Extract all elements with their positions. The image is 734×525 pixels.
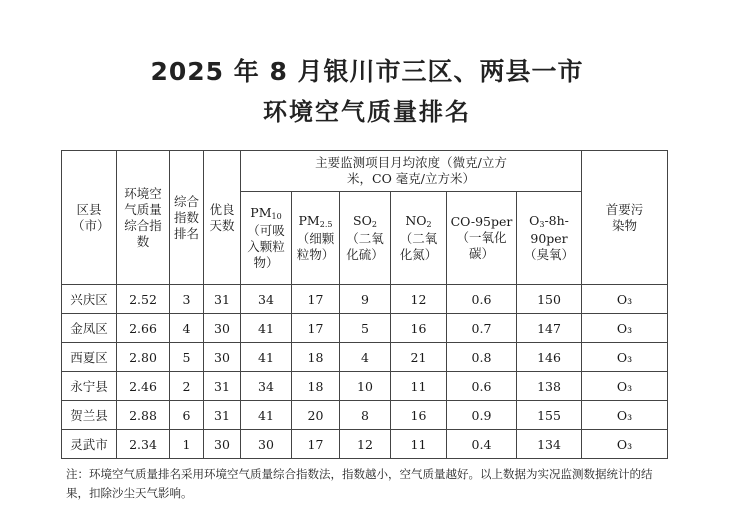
- cell-no2: 21: [391, 343, 447, 372]
- so2-subscript: 2: [371, 220, 377, 229]
- cell-district: 永宁县: [62, 372, 117, 401]
- table-row: [62, 372, 668, 401]
- header-district: 区县（市）: [62, 151, 117, 285]
- no2-desc: （二氧化氮）: [399, 231, 438, 262]
- header-monitoring-group: 主要监测项目月均浓度（微克/立方米，CO 毫克/立方米）: [241, 151, 582, 192]
- cell-so2: 4: [340, 343, 391, 372]
- header-index: 环境空气质量综合指数: [117, 151, 170, 285]
- cell-pm10: 34: [241, 285, 292, 314]
- cell-co: 0.4: [447, 430, 517, 459]
- air-quality-table: [61, 150, 668, 459]
- cell-pm10: 41: [241, 343, 292, 372]
- cell-good-days: 31: [204, 285, 241, 314]
- cell-rank: 4: [170, 314, 204, 343]
- cell-o3: 155: [517, 401, 582, 430]
- cell-primary: O₃: [582, 401, 668, 430]
- co-desc: （一氧化碳）: [456, 230, 507, 261]
- cell-so2: 9: [340, 285, 391, 314]
- cell-district: 金凤区: [62, 314, 117, 343]
- header-so2: [340, 192, 391, 285]
- cell-rank: 2: [170, 372, 204, 401]
- cell-co: 0.6: [447, 285, 517, 314]
- cell-co: 0.7: [447, 314, 517, 343]
- cell-so2: 10: [340, 372, 391, 401]
- header-primary-pollutant: 首要污染物: [582, 151, 668, 285]
- no2-label: NO: [405, 213, 427, 228]
- cell-good-days: 30: [204, 430, 241, 459]
- cell-no2: 12: [391, 285, 447, 314]
- o3-subscript: 3: [539, 220, 545, 229]
- cell-primary: O₃: [582, 430, 668, 459]
- pm25-desc: （细颗粒物）: [296, 231, 335, 262]
- cell-district: 灵武市: [62, 430, 117, 459]
- cell-primary: O₃: [582, 343, 668, 372]
- cell-no2: 11: [391, 430, 447, 459]
- cell-district: 兴庆区: [62, 285, 117, 314]
- cell-so2: 8: [340, 401, 391, 430]
- table-row: [62, 430, 668, 459]
- cell-index: 2.34: [117, 430, 170, 459]
- pm25-subscript: 2.5: [319, 220, 333, 229]
- cell-o3: 147: [517, 314, 582, 343]
- cell-pm10: 41: [241, 401, 292, 430]
- title-line-2: 环境空气质量排名: [263, 98, 471, 126]
- cell-rank: 3: [170, 285, 204, 314]
- cell-rank: 1: [170, 430, 204, 459]
- header-pm25: [292, 192, 340, 285]
- header-rank: 综合指数排名: [170, 151, 204, 285]
- cell-pm25: 18: [292, 372, 340, 401]
- header-co: [447, 192, 517, 285]
- table-row: [62, 343, 668, 372]
- cell-o3: 138: [517, 372, 582, 401]
- cell-no2: 16: [391, 401, 447, 430]
- o3-label-rest: -8h-90per: [530, 213, 569, 246]
- cell-pm25: 20: [292, 401, 340, 430]
- cell-pm10: 34: [241, 372, 292, 401]
- cell-so2: 12: [340, 430, 391, 459]
- so2-label: SO: [353, 213, 372, 228]
- cell-pm25: 17: [292, 285, 340, 314]
- cell-index: 2.80: [117, 343, 170, 372]
- pm10-subscript: 10: [271, 212, 282, 221]
- header-good-days: 优良天数: [204, 151, 241, 285]
- cell-co: 0.8: [447, 343, 517, 372]
- cell-good-days: 30: [204, 343, 241, 372]
- cell-primary: O₃: [582, 314, 668, 343]
- cell-pm25: 17: [292, 430, 340, 459]
- cell-index: 2.46: [117, 372, 170, 401]
- cell-o3: 150: [517, 285, 582, 314]
- cell-primary: O₃: [582, 372, 668, 401]
- cell-pm10: 41: [241, 314, 292, 343]
- cell-good-days: 31: [204, 401, 241, 430]
- cell-pm10: 30: [241, 430, 292, 459]
- so2-desc: （二氧化硫）: [346, 231, 384, 262]
- cell-district: 贺兰县: [62, 401, 117, 430]
- co-label: CO-95per: [450, 214, 513, 229]
- table-row: [62, 314, 668, 343]
- o3-label: O: [529, 213, 540, 228]
- o3-desc: （臭氧）: [524, 247, 575, 262]
- footnote: 注：环境空气质量排名采用环境空气质量综合指数法，指数越小，空气质量越好。以上数据为实况监测数据统计的结果，扣除沙尘天气影响。: [66, 467, 653, 500]
- cell-good-days: 30: [204, 314, 241, 343]
- cell-rank: 5: [170, 343, 204, 372]
- header-pm10: [241, 192, 292, 285]
- table-row: [62, 401, 668, 430]
- cell-co: 0.9: [447, 401, 517, 430]
- pm10-label: PM: [250, 205, 272, 220]
- cell-so2: 5: [340, 314, 391, 343]
- pm25-label: PM: [298, 213, 320, 228]
- cell-pm25: 18: [292, 343, 340, 372]
- title-line-1: 2025 年 8 月银川市三区、两县一市: [150, 57, 584, 86]
- cell-no2: 11: [391, 372, 447, 401]
- cell-no2: 16: [391, 314, 447, 343]
- cell-district: 西夏区: [62, 343, 117, 372]
- header-o3: [517, 192, 582, 285]
- pm10-desc: （可吸入颗粒物）: [247, 223, 285, 270]
- cell-rank: 6: [170, 401, 204, 430]
- cell-index: 2.52: [117, 285, 170, 314]
- cell-pm25: 17: [292, 314, 340, 343]
- cell-index: 2.66: [117, 314, 170, 343]
- cell-co: 0.6: [447, 372, 517, 401]
- header-no2: [391, 192, 447, 285]
- cell-index: 2.88: [117, 401, 170, 430]
- cell-good-days: 31: [204, 372, 241, 401]
- table-row: [62, 285, 668, 314]
- cell-o3: 146: [517, 343, 582, 372]
- cell-primary: O₃: [582, 285, 668, 314]
- no2-subscript: 2: [426, 220, 432, 229]
- cell-o3: 134: [517, 430, 582, 459]
